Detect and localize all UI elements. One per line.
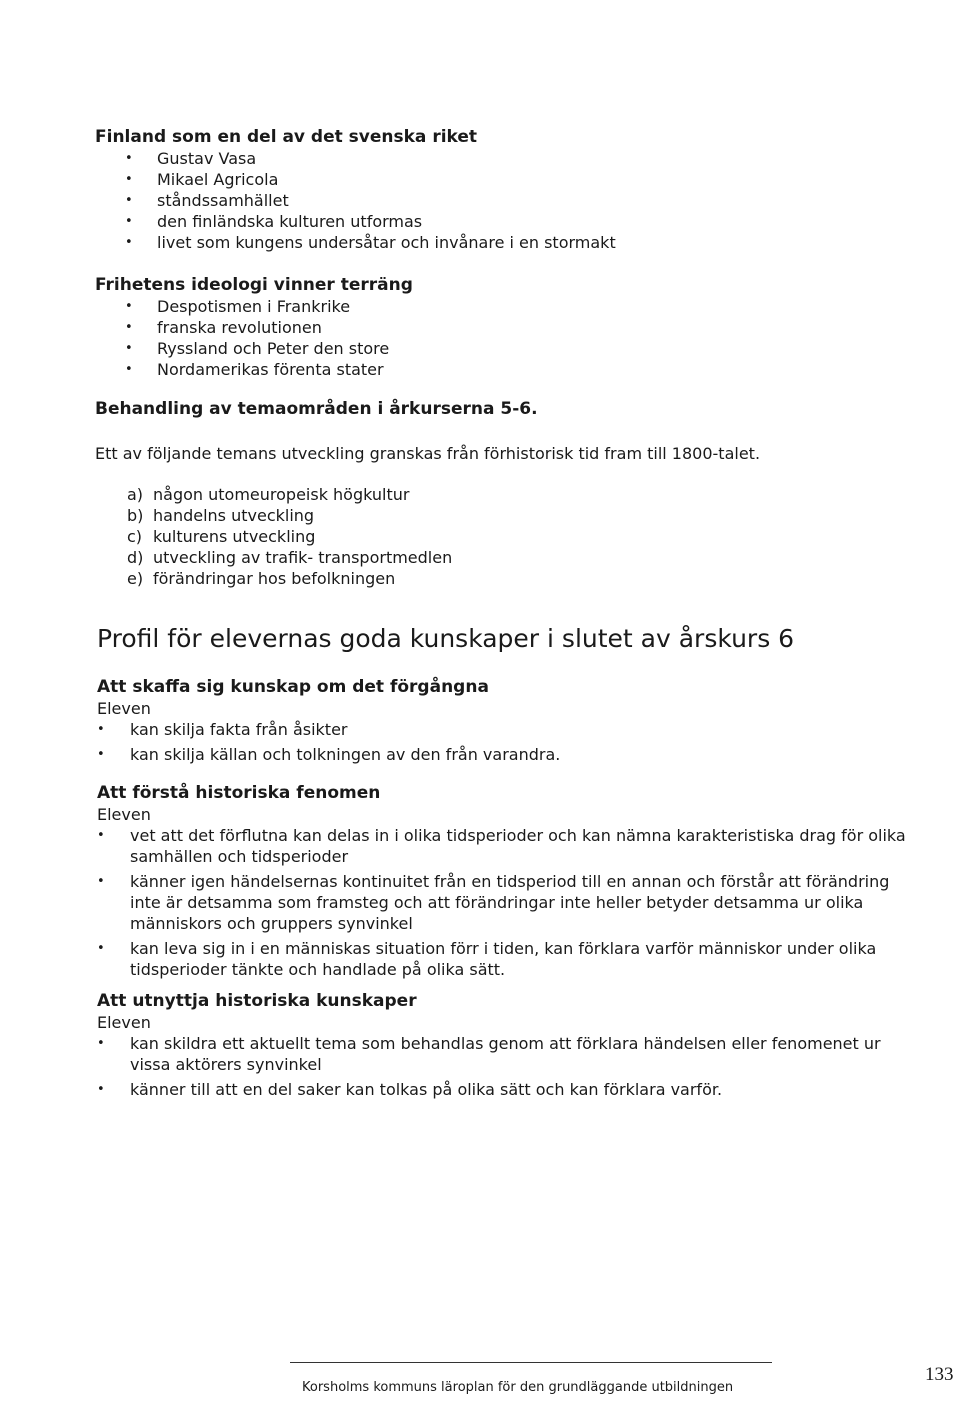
item-letter: d) — [127, 548, 144, 567]
bullet-list — [95, 148, 855, 253]
item-letter: e) — [127, 569, 144, 588]
bullet-list — [97, 1033, 925, 1100]
section-heading: Finland som en del av det svenska riket — [95, 127, 478, 147]
bullet-list — [97, 825, 925, 980]
list-item — [127, 484, 727, 505]
section-finland — [95, 126, 855, 253]
eleven-label: Eleven — [97, 699, 151, 718]
item-letter: a) — [127, 485, 144, 504]
section-heading: Att skaffa sig kunskap om det förgångna — [97, 677, 489, 697]
section-heading: Frihetens ideologi vinner terräng — [95, 275, 413, 295]
item-letter: b) — [127, 506, 144, 525]
list-item: • känner till att en del saker kan tolkas på olika sätt och kan förklara varför. — [97, 1079, 925, 1100]
list-item: • Despotismen i Frankrike — [95, 296, 855, 317]
list-item: • kan skilja källan och tolkningen av den från varandra. — [97, 744, 857, 765]
list-item: • Mikael Agricola — [95, 169, 855, 190]
footer-rule — [290, 1362, 772, 1363]
theme-list — [127, 484, 727, 589]
list-item: • Ryssland och Peter den store — [95, 338, 855, 359]
list-item: • den finländska kulturen utformas — [95, 211, 855, 232]
profile-section-3 — [97, 990, 925, 1104]
list-item: • kan skildra ett aktuellt tema som behandlas genom att förklara händelsen eller fenomenet ur vissa aktörers synvinkel — [97, 1033, 925, 1075]
profile-title-block — [97, 624, 897, 654]
list-item — [127, 526, 727, 547]
section-frihetens — [95, 274, 855, 380]
eleven-label: Eleven — [97, 805, 151, 824]
list-item: • ståndssamhället — [95, 190, 855, 211]
footer-text: Korsholms kommuns läroplan för den grundläggande utbildningen — [302, 1380, 734, 1395]
profile-section-2 — [97, 782, 925, 984]
list-item — [127, 505, 727, 526]
list-item: • Nordamerikas förenta stater — [95, 359, 855, 380]
profile-title: Profil för elevernas goda kunskaper i slutet av årskurs 6 — [97, 624, 795, 653]
list-item: • känner igen händelsernas kontinuitet från en tidsperiod till en annan och förstår att förändring inte är detsamma som framsteg och att förändringar inte heller betyder detsamma ur olika människors och gruppers synvinkel — [97, 871, 925, 934]
list-item: • kan leva sig in i en människas situation förr i tiden, kan förklara varför människor under olika tidsperioder tänkte och handlade på olika sätt. — [97, 938, 925, 980]
section-heading: Att förstå historiska fenomen — [97, 783, 381, 803]
item-text: kulturens utveckling — [153, 527, 316, 546]
list-item: • kan skilja fakta från åsikter — [97, 719, 857, 740]
item-text: förändringar hos befolkningen — [153, 569, 396, 588]
section-behandling — [95, 398, 855, 420]
item-letter: c) — [127, 527, 143, 546]
profile-section-1 — [97, 676, 857, 769]
list-item: • vet att det förflutna kan delas in i olika tidsperioder och kan nämna karakteristiska drag för olika samhällen och tidsperioder — [97, 825, 925, 867]
eleven-label: Eleven — [97, 1013, 151, 1032]
section-heading: Att utnyttja historiska kunskaper — [97, 991, 417, 1011]
bullet-list — [97, 719, 857, 765]
list-item: • livet som kungens undersåtar och invånare i en stormakt — [95, 232, 855, 253]
list-item: • Gustav Vasa — [95, 148, 855, 169]
section-heading: Behandling av temaområden i årkurserna 5-6. — [95, 399, 538, 419]
list-item: • franska revolutionen — [95, 317, 855, 338]
list-item — [127, 568, 727, 589]
item-text: någon utomeuropeisk högkultur — [153, 485, 410, 504]
item-text: utveckling av trafik- transportmedlen — [153, 548, 453, 567]
page-number: 133 — [925, 1364, 954, 1385]
item-text: handelns utveckling — [153, 506, 315, 525]
list-item — [127, 547, 727, 568]
bullet-list — [95, 296, 855, 380]
intro-text: Ett av följande temans utveckling granskas från förhistorisk tid fram till 1800-talet. — [95, 444, 761, 463]
